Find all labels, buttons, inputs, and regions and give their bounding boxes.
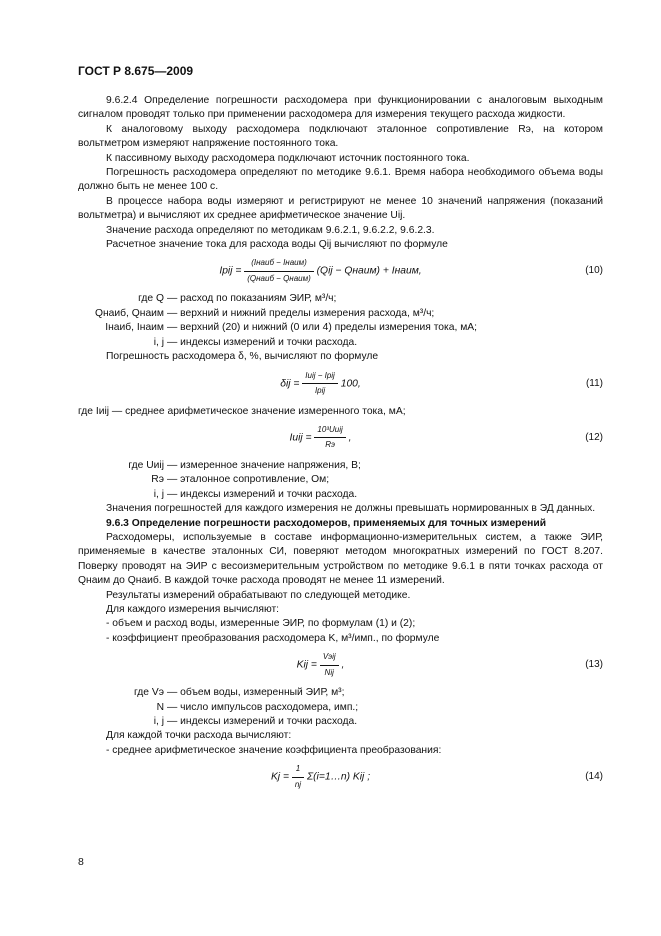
paragraph: Погрешность расходомера определяют по методике 9.6.1. Время набора необходимого объема воды должно быть не менее 100 с.: [78, 167, 603, 193]
where-line: [78, 336, 603, 350]
formula-fraction: [320, 650, 339, 680]
where-symbol: Qнаиб, Qнаим: [94, 307, 164, 319]
where-description: — объем воды, измеренный ЭИР, м³;: [167, 687, 345, 699]
formula-number: (10): [585, 265, 603, 277]
formula-rest: (Qij − Qнаим) + Iнаим,: [316, 266, 422, 278]
paragraph: К пассивному выходу расходомера подключают источник постоянного тока.: [106, 152, 470, 164]
formula-12: [78, 423, 603, 455]
list-item: - среднее арифметическое значение коэффициента преобразования:: [106, 744, 442, 756]
where-description: — эталонное сопротивление, Ом;: [167, 474, 330, 486]
where-symbol: i, j: [153, 488, 164, 500]
where-line: [78, 292, 603, 306]
list-item: - коэффициент преобразования расходомера K, м³/имп., по формуле: [106, 632, 440, 644]
formula-lhs: δij =: [280, 378, 300, 390]
formula-fraction: [314, 423, 345, 453]
paragraph: Значение расхода определяют по методикам 9.6.2.1, 9.6.2.2, 9.6.2.3.: [106, 224, 435, 236]
where-description: — индексы измерений и точки расхода.: [167, 716, 358, 727]
paragraph: Результаты измерений обрабатывают по следующей методике.: [106, 589, 411, 601]
formula-number: (11): [585, 377, 603, 389]
formula-rest: ,: [348, 432, 352, 444]
formula-lhs: Kj =: [270, 771, 289, 783]
formula-number: (12): [585, 431, 603, 443]
paragraph: Расходомеры, используемые в составе информационно-измерительных систем, а также ЭИР, применяемые в качестве эталонных СИ, поверяют методом многократных измерений по ГОСТ 8.207. Поверку проводят на ЭИР с весоизмерительным устройством по методике 9.6.1 в пяти точках расхода от Qнаим до Qнаиб. В каждой точке расхода проводят не менее 11 измерений.: [78, 531, 603, 587]
where-symbol: N: [156, 701, 164, 713]
where-symbol: Iнаиб, Iнаим: [105, 322, 164, 334]
where-description: — измеренное значение напряжения, В;: [167, 459, 361, 471]
where-line: [78, 473, 603, 487]
fraction-denominator: Iрij: [314, 385, 326, 395]
where-symbol: i, j: [153, 336, 164, 348]
where-line: [78, 307, 603, 321]
where-list-4: [78, 686, 603, 729]
where-symbol: Rэ: [151, 474, 164, 486]
where-list-3: [78, 459, 603, 502]
where-list-1: [78, 292, 603, 350]
fraction-numerator: Vэij: [320, 650, 339, 665]
where-line: [78, 701, 603, 715]
paragraph: Погрешность расходомера δ, %, вычисляют по формуле: [106, 351, 379, 363]
paragraph: Для каждой точки расхода вычисляют:: [106, 730, 292, 742]
formula-rest: 100,: [340, 378, 361, 390]
formula-number: (13): [585, 659, 603, 671]
document-header: ГОСТ Р 8.675—2009: [78, 64, 194, 78]
formula-11: [78, 369, 603, 401]
where-line: [78, 686, 603, 700]
where-description: — индексы измерений и точки расхода.: [167, 336, 358, 348]
fraction-numerator: 10³Uиij: [314, 423, 345, 438]
formula-10: [78, 256, 603, 288]
formula-lhs: Kij =: [296, 659, 317, 671]
fraction-denominator: nj: [294, 779, 302, 789]
fraction-numerator: Iиij − Iрij: [302, 369, 338, 384]
where-description: — число импульсов расходомера, имп.;: [167, 701, 359, 713]
page-number: 8: [78, 856, 84, 868]
where-line: [78, 488, 603, 502]
where-line: [78, 715, 603, 729]
formula-13: [78, 650, 603, 682]
where-symbol: где Uиij: [128, 459, 164, 471]
paragraph: К аналоговому выходу расходомера подключают эталонное сопротивление Rэ, на котором вольтметром измеряют напряжение постоянного тока.: [78, 123, 603, 150]
formula-14: [78, 762, 603, 794]
formula-rest: Σ(i=1…n) Kij ;: [306, 771, 371, 783]
paragraph: 9.6.2.4 Определение погрешности расходомера при функционировании с аналоговым выходным сигналом проводят только при применении расходомера для измерения текущего расхода жидкости.: [78, 95, 603, 121]
fraction-numerator: 1: [292, 762, 304, 777]
section-heading: 9.6.3 Определение погрешности расходомеров, применяемых для точных измерений: [106, 517, 547, 529]
where-description: — индексы измерений и точки расхода.: [167, 488, 358, 500]
where-symbol: i, j: [153, 716, 164, 727]
formula-fraction: [302, 369, 338, 399]
fraction-denominator: (Qнаиб − Qнаим): [247, 273, 311, 283]
paragraph: В процессе набора воды измеряют и регистрируют не менее 10 значений напряжения (показаний вольтметра) и вычисляют их среднее арифметическое значение Uij.: [78, 195, 603, 222]
where-symbol: где Q: [138, 293, 164, 305]
where-description: — верхний (20) и нижний (0 или 4) пределы измерения тока, мА;: [167, 322, 478, 334]
formula-rest: ,: [341, 659, 345, 671]
formula-fraction: [244, 256, 313, 286]
fraction-denominator: Nij: [324, 667, 334, 677]
paragraph: Значения погрешностей для каждого измерения не должны превышать нормированных в ЭД данных.: [106, 503, 596, 515]
fraction-denominator: Rэ: [325, 440, 335, 450]
where-symbol: где Vэ: [133, 687, 164, 699]
where-line: где Iиij — среднее арифметическое значение измеренного тока, мА;: [78, 405, 406, 417]
where-description: — верхний и нижний пределы измерения расхода, м³/ч;: [167, 307, 435, 319]
paragraph: Для каждого измерения вычисляют:: [106, 603, 280, 615]
document-body: [78, 94, 603, 798]
list-item: - объем и расход воды, измеренные ЭИР, по формулам (1) и (2);: [106, 618, 416, 630]
where-line: [78, 459, 603, 473]
formula-number: (14): [585, 771, 603, 783]
where-description: — расход по показаниям ЭИР, м³/ч;: [167, 293, 337, 305]
formula-lhs: Iиij =: [289, 432, 312, 444]
where-line: [78, 321, 603, 335]
paragraph: Расчетное значение тока для расхода воды Qij вычисляют по формуле: [106, 239, 448, 251]
fraction-numerator: (Iнаиб − Iнаим): [244, 256, 313, 271]
formula-fraction: [292, 762, 304, 792]
formula-lhs: Iрij =: [219, 266, 242, 278]
